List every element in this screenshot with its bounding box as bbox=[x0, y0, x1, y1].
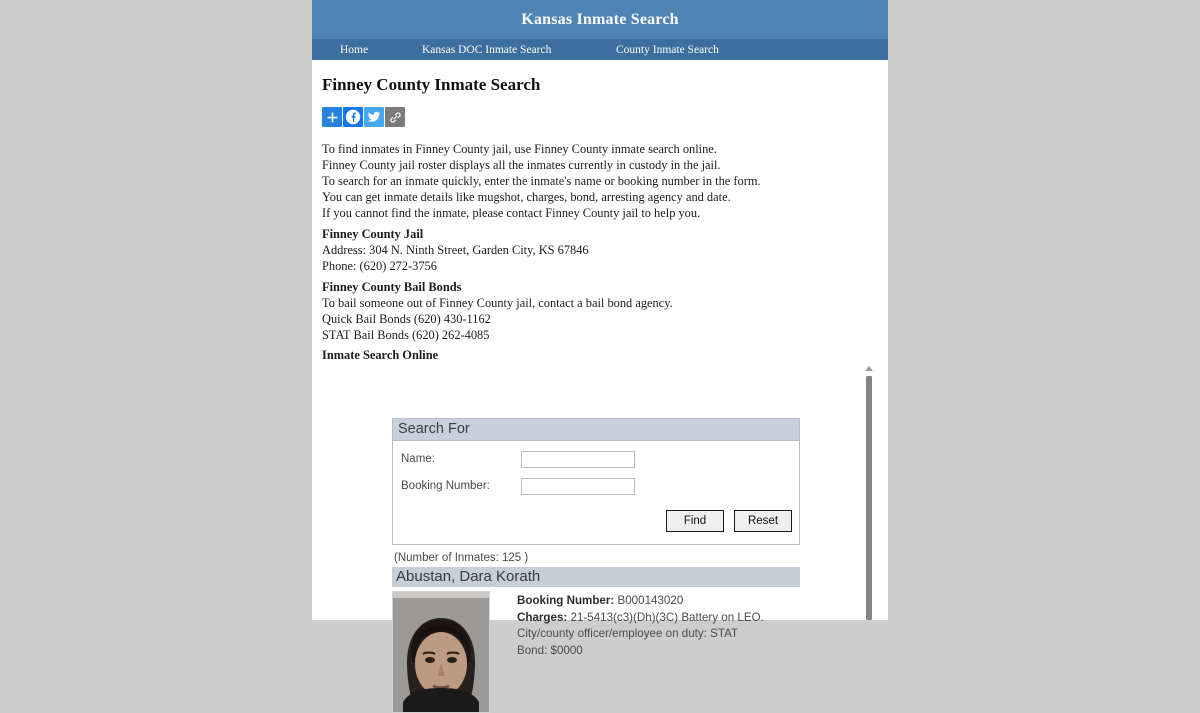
charges-key: Charges: bbox=[517, 610, 568, 624]
inmate-duty-line: City/county officer/employee on duty: STAT bbox=[517, 627, 739, 641]
name-form-row bbox=[393, 448, 799, 470]
inner-scrollbar[interactable] bbox=[863, 364, 875, 620]
bail-bonds-heading: Finney County Bail Bonds bbox=[322, 280, 462, 294]
find-button[interactable]: Find bbox=[666, 510, 724, 532]
twitter-icon[interactable] bbox=[364, 107, 384, 127]
bail-bonds-intro: To bail someone out of Finney County jail, contact a bail bond agency. bbox=[322, 296, 673, 310]
intro-line: To find inmates in Finney County jail, use Finney County inmate search online. bbox=[322, 142, 717, 156]
site-title: Kansas Inmate Search bbox=[521, 10, 679, 28]
nav-item-home[interactable]: Home bbox=[340, 43, 369, 56]
name-label: Name: bbox=[401, 453, 435, 465]
nav-item-county-inmate-search[interactable]: County Inmate Search bbox=[616, 43, 719, 56]
inmate-result-row bbox=[392, 567, 800, 713]
nav-item-kansas-doc-inmate-search[interactable]: Kansas DOC Inmate Search bbox=[422, 43, 552, 56]
charges-value: 21-5413(c3)(Dh)(3C) Battery on LEO. bbox=[570, 610, 764, 624]
intro-line: Finney County jail roster displays all the inmates currently in custody in the jail. bbox=[322, 158, 721, 172]
site-header bbox=[312, 0, 888, 39]
page-shell bbox=[312, 0, 888, 657]
inmate-mugshot bbox=[392, 591, 490, 713]
scrollbar-thumb[interactable] bbox=[866, 376, 872, 620]
bail-agency: STAT Bail Bonds (620) 262-4085 bbox=[322, 328, 490, 342]
page-title: Finney County Inmate Search bbox=[322, 75, 541, 94]
inmate-name[interactable]: Abustan, Dara Korath bbox=[392, 567, 800, 587]
main-navigation bbox=[312, 39, 888, 60]
search-form bbox=[393, 441, 799, 544]
booking-number-key: Booking Number: bbox=[517, 594, 615, 607]
inmate-body bbox=[392, 591, 800, 713]
inmate-booking-line bbox=[517, 593, 764, 610]
booking-number-value: B000143020 bbox=[617, 594, 684, 607]
search-panel-title: Search For bbox=[393, 419, 799, 441]
inmate-search-online-heading: Inmate Search Online bbox=[322, 348, 439, 362]
link-icon[interactable] bbox=[385, 107, 405, 127]
jail-heading: Finney County Jail bbox=[322, 227, 424, 241]
inmate-count: (Number of Inmates: 125 ) bbox=[394, 552, 529, 564]
addthis-share-icon[interactable] bbox=[322, 107, 342, 127]
intro-line: To search for an inmate quickly, enter the inmate's name or booking number in the form. bbox=[322, 174, 761, 188]
jail-address: Address: 304 N. Ninth Street, Garden City, KS 67846 bbox=[322, 243, 589, 257]
inmate-search-app bbox=[392, 418, 876, 713]
facebook-icon[interactable] bbox=[343, 107, 363, 127]
intro-line: You can get inmate details like mugshot, charges, bond, arresting agency and date. bbox=[322, 190, 731, 204]
inmate-details bbox=[490, 591, 764, 713]
jail-phone: Phone: (620) 272-3756 bbox=[322, 259, 437, 273]
booking-number-form-row bbox=[393, 475, 799, 497]
intro-line: If you cannot find the inmate, please contact Finney County jail to help you. bbox=[322, 206, 701, 220]
share-button-group bbox=[322, 107, 888, 127]
search-form-actions bbox=[393, 502, 799, 544]
intro-copy bbox=[322, 141, 888, 363]
main-content bbox=[312, 60, 888, 363]
reset-button[interactable]: Reset bbox=[734, 510, 792, 532]
name-input[interactable] bbox=[521, 451, 635, 468]
scroll-up-arrow-icon[interactable] bbox=[865, 366, 873, 371]
search-panel bbox=[392, 418, 800, 545]
inmate-bond-line: Bond: $0000 bbox=[517, 643, 583, 657]
inmate-charges-line bbox=[517, 610, 764, 627]
booking-number-input[interactable] bbox=[521, 478, 635, 495]
bail-agency: Quick Bail Bonds (620) 430-1162 bbox=[322, 312, 491, 326]
booking-number-label: Booking Number: bbox=[401, 480, 490, 492]
